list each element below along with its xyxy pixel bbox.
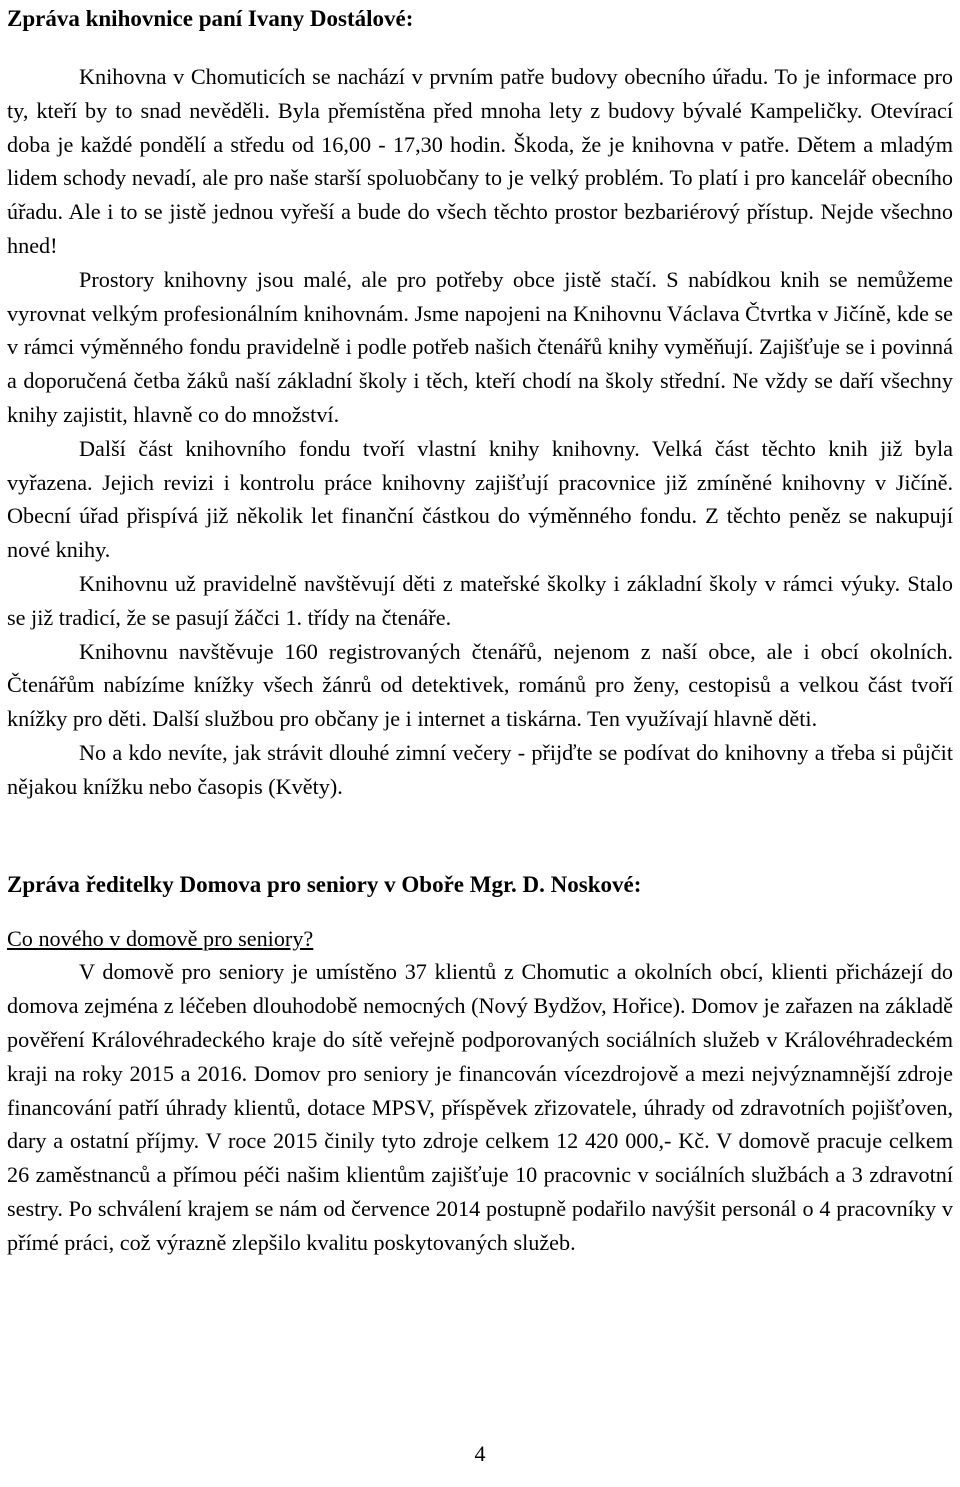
page-number: 4 bbox=[474, 1441, 486, 1466]
document-page bbox=[7, 0, 953, 1260]
paragraph: Knihovna v Chomuticích se nachází v prvním patře budovy obecního úřadu. To je informace pro ty, kteří by to snad nevěděli. Byla přemístěna před mnoha lety z budovy bývalé Kampeličky. Otevírací doba je každé pondělí a středu od 16,00 - 17,30 hodin. Škoda, že je knihovna v patře. Dětem a mladým lidem schody nevadí, ale pro naše starší spoluobčany to je velký problém. To platí i pro kancelář obecního úřadu. Ale i to se jistě jednou vyřeší a bude do všech těchto prostor bezbariérový přístup. Nejde všechno hned! bbox=[7, 64, 953, 258]
senior-home-report bbox=[7, 955, 953, 1259]
paragraph: Knihovnu navštěvuje 160 registrovaných čtenářů, nejenom z naší obce, ale i obcí okolních. Čtenářům nabízíme knížky všech žánrů od detektivek, románů pro ženy, cestopisů a velkou část tvoří knížky pro děti. Další službou pro občany je i internet a tiskárna. Ten využívají hlavně děti. bbox=[7, 638, 953, 732]
subheading: Co nového v domově pro seniory? bbox=[7, 925, 314, 951]
paragraph: Knihovnu už pravidelně navštěvují děti z mateřské školky i základní školy v rámci výuky. Stalo se již tradicí, že se pasují žáčci 1. třídy na čtenáře. bbox=[7, 570, 953, 630]
paragraph: Prostory knihovny jsou malé, ale pro potřeby obce jistě stačí. S nabídkou knih se nemůžeme vyrovnat velkým profesionálním knihovnám. Jsme napojeni na Knihovnu Václava Čtvrtka v Jičíně, kde se v rámci výměnného fondu pravidelně i podle potřeb našich čtenářů knihy vyměňují. Zajišťuje se i povinná a doporučená četba žáků naší základní školy i těch, kteří chodí na školy střední. Ne vždy se daří všechny knihy zajistit, hlavně co do množství. bbox=[7, 266, 953, 427]
section-heading-library: Zpráva knihovnice paní Ivany Dostálové: bbox=[7, 6, 414, 31]
paragraph: Další část knihovního fondu tvoří vlastní knihy knihovny. Velká část těchto knih již byla vyřazena. Jejich revizi i kontrolu práce knihovny zajišťují pracovnice již zmíněné knihovny v Jičíně. Obecní úřad přispívá již několik let finanční částkou do výměnného fondu. Z těchto peněz se nakupují nové knihy. bbox=[7, 435, 953, 563]
library-report bbox=[7, 60, 953, 804]
section-heading-senior-home: Zpráva ředitelky Domova pro seniory v Oboře Mgr. D. Noskové: bbox=[7, 871, 642, 897]
paragraph: V domově pro seniory je umístěno 37 klientů z Chomutic a okolních obcí, klienti přicházejí do domova zejména z léčeben dlouhodobě nemocných (Nový Bydžov, Hořice). Domov je zařazen na základě pověření Královéhradeckého kraje do sítě veřejně podporovaných sociálních služeb v Královéhradeckém kraji na roky 2015 a 2016. Domov pro seniory je financován vícezdrojově a mezi nejvýznamnější zdroje financování patří úhrady klientů, dotace MPSV, příspěvek zřizovatele, úhrady od zdravotních pojišťoven, dary a ostatní příjmy. V roce 2015 činily tyto zdroje celkem 12 420 000,- Kč. V domově pracuje celkem 26 zaměstnanců a přímou péči našim klientům zajišťuje 10 pracovnic v sociálních službách a 3 zdravotní sestry. Po schválení krajem se nám od července 2014 postupně podařilo navýšit personál o 4 pracovníky v přímé práci, což výrazně zlepšilo kvalitu poskytovaných služeb. bbox=[7, 959, 953, 1255]
paragraph: No a kdo nevíte, jak strávit dlouhé zimní večery - přijďte se podívat do knihovny a třeba si půjčit nějakou knížku nebo časopis (Květy). bbox=[7, 739, 953, 799]
